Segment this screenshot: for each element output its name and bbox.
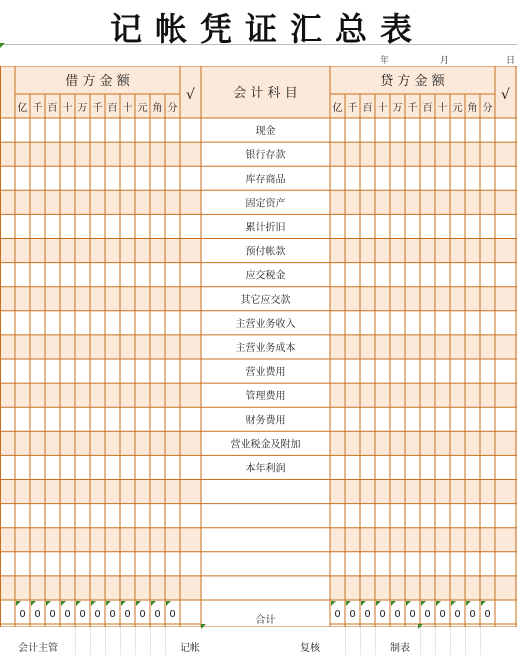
debit-digit-label: 万 — [77, 103, 88, 114]
debit-header: 借 方 金 额 — [65, 74, 130, 89]
debit-total-digit: 0 — [64, 609, 71, 620]
title-area — [0, 0, 517, 48]
account-name: 本年利润 — [245, 463, 286, 475]
account-name: 其它应交款 — [240, 294, 291, 306]
credit-total-digit: 0 — [379, 609, 386, 620]
account-header: 会 计 科 目 — [233, 86, 298, 101]
cell-marker-icon — [361, 601, 366, 606]
reviewer-label: 复核 — [300, 643, 320, 654]
credit-total-digit: 0 — [469, 609, 476, 620]
account-name: 预付帐款 — [245, 246, 286, 258]
page-title: 记帐凭证汇总表 — [110, 10, 426, 48]
table-grid — [0, 66, 517, 627]
day-label: 日 — [506, 56, 516, 66]
account-name: 营业税金及附加 — [230, 439, 301, 451]
credit-digit-label: 十 — [377, 103, 388, 114]
debit-total-digit: 0 — [124, 609, 131, 620]
debit-digit-label: 十 — [122, 103, 133, 114]
month-label: 月 — [440, 56, 450, 66]
credit-total-digit: 0 — [349, 609, 356, 620]
account-name: 主营业务成本 — [235, 342, 296, 354]
divider — [150, 627, 151, 655]
divider — [105, 627, 106, 655]
cell-marker-icon — [106, 601, 111, 606]
credit-digit-label: 百 — [362, 103, 373, 114]
debit-digit-label: 十 — [62, 103, 73, 114]
debit-digit-label: 角 — [152, 103, 163, 114]
cell-marker-icon — [418, 624, 423, 629]
credit-digit-label: 千 — [347, 103, 358, 114]
cell-marker-icon — [406, 601, 411, 606]
cell-marker-icon — [331, 601, 336, 606]
debit-total-digit: 0 — [49, 609, 56, 620]
account-name: 财务费用 — [245, 415, 286, 427]
credit-digit-label: 亿 — [332, 103, 343, 114]
account-name: 固定资产 — [245, 198, 286, 210]
credit-total-digit: 0 — [424, 609, 431, 620]
credit-total-digit: 0 — [409, 609, 416, 620]
debit-total-digit: 0 — [94, 609, 101, 620]
divider — [135, 627, 136, 655]
cell-marker-icon — [376, 601, 381, 606]
cell-marker-icon — [151, 601, 156, 606]
cell-marker-icon — [166, 601, 171, 606]
divider — [480, 627, 481, 655]
cell-marker-icon — [451, 601, 456, 606]
debit-total-digit: 0 — [34, 609, 41, 620]
cell-marker-icon — [201, 624, 206, 629]
divider — [360, 627, 361, 655]
credit-total-digit: 0 — [364, 609, 371, 620]
cell-marker-icon — [346, 601, 351, 606]
debit-total-digit: 0 — [109, 609, 116, 620]
account-name: 营业费用 — [245, 367, 286, 379]
cell-marker-icon — [481, 601, 486, 606]
credit-digit-label: 元 — [452, 103, 463, 114]
credit-total-digit: 0 — [454, 609, 461, 620]
bookkeeper-label: 记帐 — [180, 643, 200, 654]
cell-marker-icon — [91, 601, 96, 606]
divider — [90, 627, 91, 655]
summary-table — [0, 66, 517, 631]
cell-marker-icon — [391, 601, 396, 606]
divider — [375, 627, 376, 655]
cell-marker-icon — [76, 601, 81, 606]
debit-total-digit: 0 — [19, 609, 26, 620]
credit-check-header: √ — [501, 87, 510, 103]
credit-digit-label: 百 — [422, 103, 433, 114]
cell-marker-icon — [421, 601, 426, 606]
credit-digit-label: 分 — [482, 103, 493, 114]
cell-marker-icon — [436, 601, 441, 606]
footer — [0, 627, 517, 655]
account-name: 银行存款 — [245, 150, 286, 162]
debit-total-digit: 0 — [79, 609, 86, 620]
debit-digit-label: 千 — [92, 103, 103, 114]
account-name: 应交税金 — [245, 270, 286, 282]
divider — [420, 627, 421, 655]
account-name: 管理费用 — [245, 391, 286, 403]
divider — [165, 627, 166, 655]
account-name: 累计折旧 — [245, 222, 286, 234]
debit-digit-label: 百 — [47, 103, 58, 114]
debit-digit-label: 百 — [107, 103, 118, 114]
date-bar — [0, 44, 517, 67]
total-label: 合计 — [255, 615, 276, 626]
debit-digit-label: 亿 — [17, 103, 28, 114]
cell-marker-icon — [121, 601, 126, 606]
credit-header: 贷 方 金 额 — [380, 74, 445, 89]
cell-marker-icon — [0, 43, 5, 48]
divider — [345, 627, 346, 655]
credit-digit-label: 千 — [407, 103, 418, 114]
debit-total-digit: 0 — [139, 609, 146, 620]
account-name: 主营业务收入 — [235, 318, 296, 330]
debit-total-digit: 0 — [169, 609, 176, 620]
debit-check-header: √ — [186, 87, 195, 103]
divider — [75, 627, 76, 655]
cell-marker-icon — [16, 601, 21, 606]
credit-digit-label: 万 — [392, 103, 403, 114]
preparer-label: 制表 — [390, 643, 410, 654]
account-name: 库存商品 — [245, 174, 286, 186]
divider — [450, 627, 451, 655]
credit-total-digit: 0 — [334, 609, 341, 620]
cell-marker-icon — [466, 601, 471, 606]
credit-digit-label: 角 — [467, 103, 478, 114]
cell-marker-icon — [136, 601, 141, 606]
cell-marker-icon — [61, 601, 66, 606]
divider — [435, 627, 436, 655]
debit-digit-label: 分 — [167, 103, 178, 114]
credit-digit-label: 十 — [437, 103, 448, 114]
debit-total-digit: 0 — [154, 609, 161, 620]
account-name: 现金 — [255, 126, 276, 138]
divider — [120, 627, 121, 655]
credit-total-digit: 0 — [484, 609, 491, 620]
divider — [465, 627, 466, 655]
cell-marker-icon — [46, 601, 51, 606]
credit-total-digit: 0 — [394, 609, 401, 620]
debit-digit-label: 元 — [137, 103, 148, 114]
cell-marker-icon — [31, 601, 36, 606]
year-label: 年 — [380, 56, 390, 66]
credit-total-digit: 0 — [439, 609, 446, 620]
supervisor-label: 会计主管 — [18, 643, 58, 654]
debit-digit-label: 千 — [32, 103, 43, 114]
